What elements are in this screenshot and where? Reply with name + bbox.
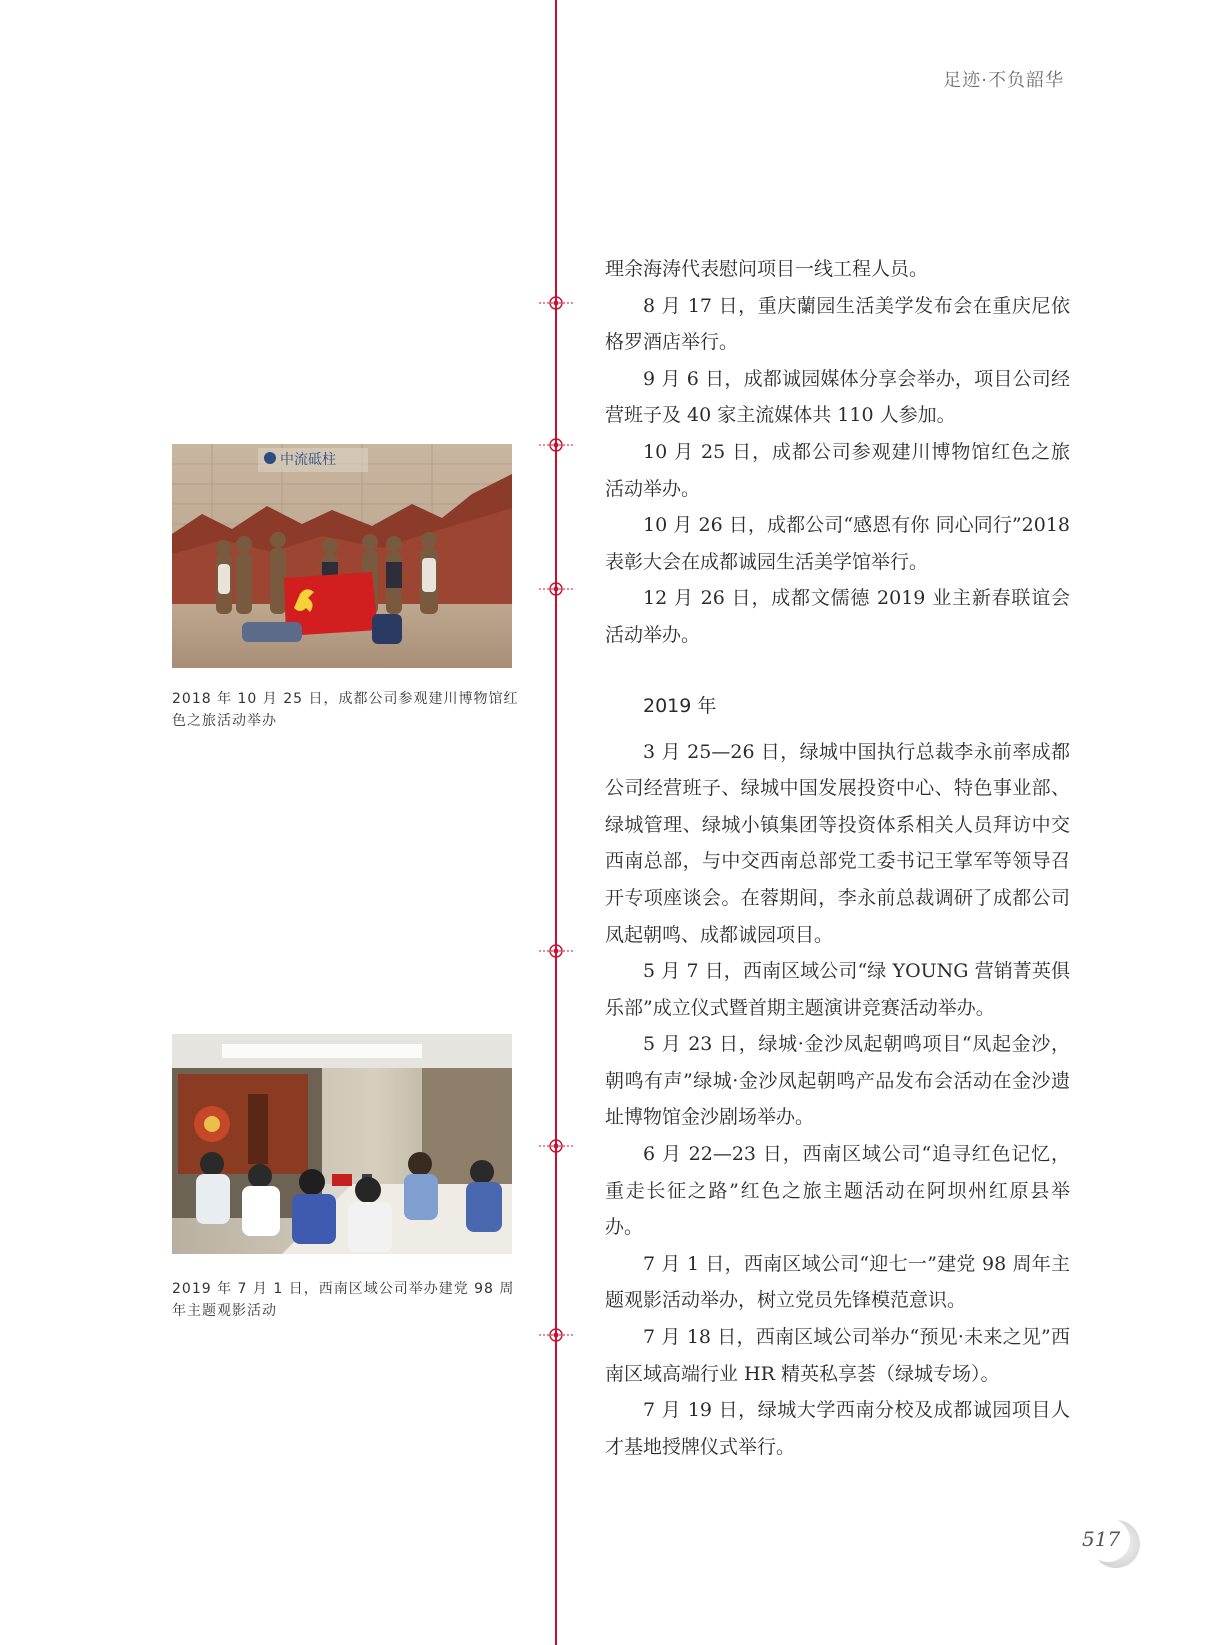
event-paragraph: 5 月 7 日，西南区域公司“绿 YOUNG 营销菁英俱乐部”成立仪式暨首期主题演讲竞赛活动举办。: [605, 960, 1070, 1019]
timeline-marker: [539, 1134, 573, 1158]
event-paragraph: 12 月 26 日，成都文儒德 2019 业主新春联谊会活动举办。: [605, 587, 1070, 646]
photo-caption-1: 2018 年 10 月 25 日，成都公司参观建川博物馆红色之旅活动举办: [172, 691, 519, 729]
timeline-marker: [539, 1323, 573, 1347]
event-paragraph: 7 月 1 日，西南区域公司“迎七一”建党 98 周年主题观影活动举办，树立党员先锋模范意识。: [605, 1252, 1070, 1312]
page-number: 517: [1082, 1527, 1121, 1551]
event-paragraph: 8 月 17 日，重庆蘭园生活美学发布会在重庆尼依格罗酒店举行。: [605, 294, 1070, 354]
event-paragraph: 9 月 6 日，成都诚园媒体分享会举办，项目公司经营班子及 40 家主流媒体共 110 人参加。: [605, 367, 1070, 427]
timeline-line: [555, 0, 557, 1645]
event-paragraph: 7 月 18 日，西南区域公司举办“预见·未来之见”西南区域高端行业 HR 精英私享荟（绿城专场）。: [605, 1326, 1070, 1385]
timeline-marker: [539, 577, 573, 601]
year-heading-2019: 2019 年: [643, 694, 717, 717]
event-paragraph: 10 月 25 日，成都公司参观建川博物馆红色之旅活动举办。: [605, 440, 1070, 500]
timeline-marker: [539, 939, 573, 963]
event-paragraph: 7 月 19 日，绿城大学西南分校及成都诚园项目人才基地授牌仪式举行。: [605, 1399, 1070, 1458]
running-title: 足迹·不负韶华: [943, 70, 1064, 91]
main-text-column: [605, 251, 1070, 1465]
timeline-marker: [539, 433, 573, 457]
event-photo-museum: [172, 444, 512, 668]
timeline-marker: [539, 291, 573, 315]
photo-caption-2: 2019 年 7 月 1 日，西南区域公司举办建党 98 周年主题观影活动: [172, 1281, 515, 1319]
mural-sign-text: 中流砥柱: [280, 452, 336, 468]
event-paragraph: 3 月 25—26 日，绿城中国执行总裁李永前率成都公司经营班子、绿城中国发展投资中心、特色事业部、绿城管理、绿城小镇集团等投资体系相关人员拜访中交西南总部，与中交西南总部党工委书记王掌军等领导召开专项座谈会。在蓉期间，李永前总裁调研了成都公司凤起朝鸣、成都诚园项目。: [605, 740, 1070, 946]
event-photo-screening: [172, 1034, 512, 1254]
event-paragraph: 6 月 22—23 日，西南区域公司“追寻红色记忆，重走长征之路”红色之旅主题活动在阿坝州红原县举办。: [605, 1143, 1070, 1239]
paragraph-continuation: 理余海涛代表慰问项目一线工程人员。: [605, 258, 929, 280]
event-paragraph: 5 月 23 日，绿城·金沙凤起朝鸣项目“凤起金沙，朝鸣有声”绿城·金沙凤起朝鸣产品发布会活动在金沙遗址博物馆金沙剧场举办。: [605, 1033, 1070, 1129]
event-paragraph: 10 月 26 日，成都公司“感恩有你 同心同行”2018 表彰大会在成都诚园生活美学馆举行。: [605, 514, 1070, 573]
